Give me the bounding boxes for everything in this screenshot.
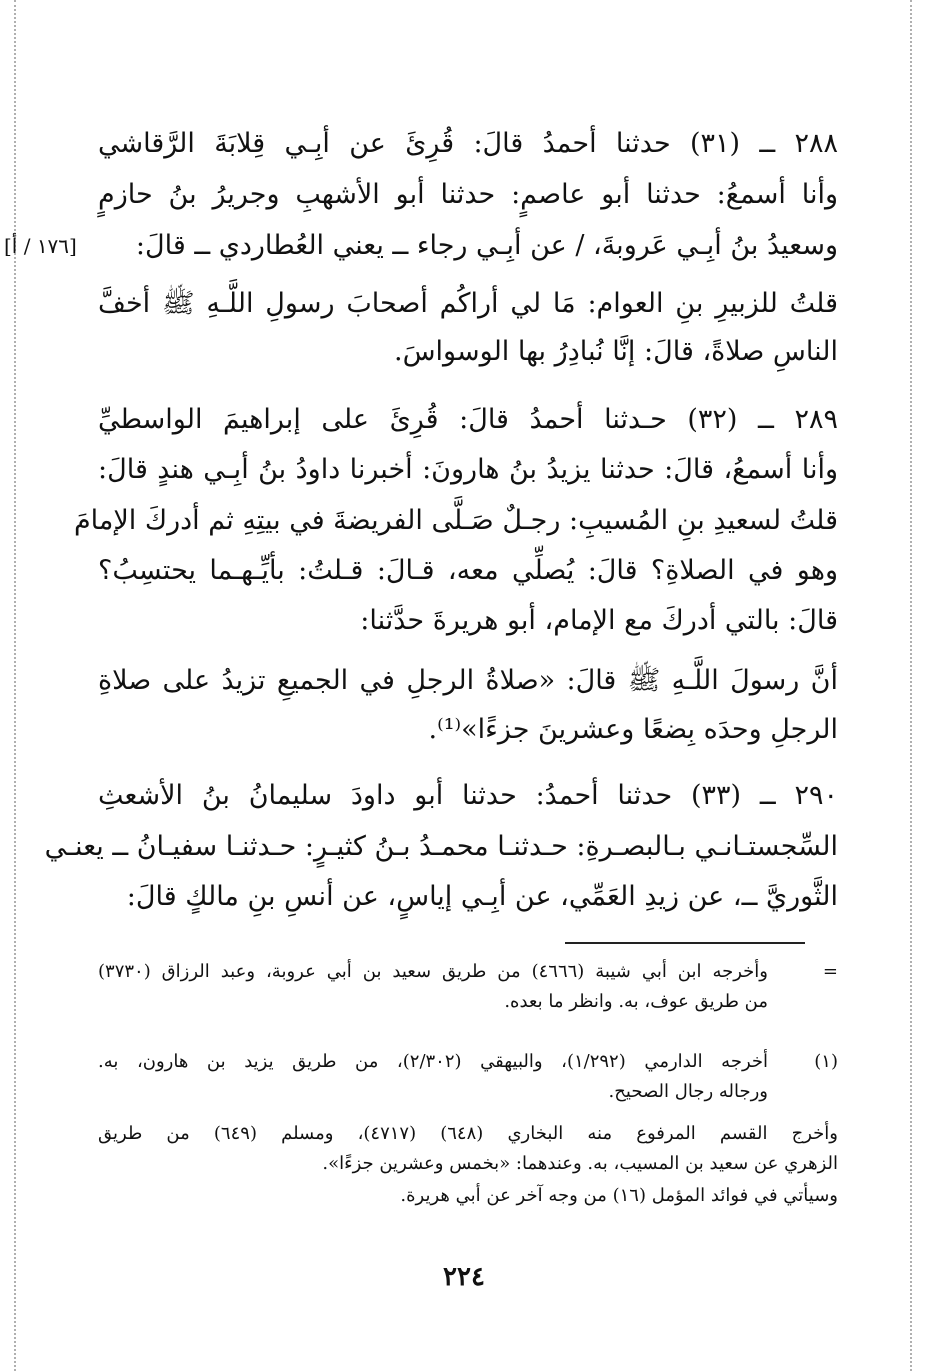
body-line: ٢٩٠ ــ (٣٣) حدثنا أحمدُ: حدثنا أبو داودَ سليمانُ بنُ الأشعثِ <box>98 780 838 811</box>
body-line: وسعيدُ بنُ أبِـي عَروبةَ، / عن أبِـي رجاء ــ يعني العُطاردي ــ قالَ: <box>135 230 838 261</box>
footnote-line: وأخرج القسم المرفوع منه البخاري (٦٤٨) (٤٧١٧)، ومسلم (٦٤٩) من طريق <box>98 1123 838 1144</box>
body-line: ٢٨٨ ــ (٣١) حدثنا أحمدُ قالَ: قُرِئَ عن أبِـي قِلابَةَ الرَّقاشي <box>98 128 838 159</box>
body-line: وأنا أسمعُ: حدثنا أبو عاصمٍ: حدثنا أبو الأشهبِ وجريرُ بنُ حازمٍ <box>98 179 838 210</box>
body-line: قالَ: بالتي أدركَ مع الإمام، أبو هريرةَ حدَّثنا: <box>360 605 838 636</box>
body-line: الثَّوريَّ ــ، عن زيدِ العَمِّي، عن أبِـي إياسٍ، عن أنسِ بنِ مالكٍ قالَ: <box>126 881 838 912</box>
body-line: ٢٨٩ ــ (٣٢) حـدثنا أحمدُ قالَ: قُرِئَ على إبراهيمَ الواسطيِّ <box>98 404 838 435</box>
body-line: قلتُ لسعيدِ بنِ المُسيبِ: رجـلٌ صَـلَّى الفريضةَ في بيتِهِ ثم أدركَ الإمامَ <box>73 505 838 536</box>
body-line: أنَّ رسولَ اللَّـهِ ﷺ قالَ: «صلاةُ الرجلِ في الجميعِ تزيدُ على صلاةِ <box>98 665 838 696</box>
body-line: وهو في الصلاةِ؟ قالَ: يُصلِّي معه، قـالَ: قـلتُ: بأيِّـهـما يحتسِبُ؟ <box>98 555 838 586</box>
footnote-line: الزهري عن سعيد بن المسيب، به. وعندهما: «بخمس وعشرين جزءًا». <box>322 1153 838 1174</box>
footnote-line: من طريق عوف، به. وانظر ما بعده. <box>504 991 768 1012</box>
footnote-continuation-marker: = <box>822 961 838 982</box>
body-line: الرجلِ وحدَه بِضعًا وعشرينَ جزءًا»⁽¹⁾. <box>428 714 838 745</box>
page-edge-dots <box>910 0 912 1371</box>
page-number: ٢٢٤ <box>443 1262 485 1292</box>
body-line: السِّجستـانـي بـالبصـرةِ: حـدثنـا محمـدُ بـنُ كثيـرٍ: حـدثنـا سفيـانُ ــ يعنـي <box>44 831 838 862</box>
footnote-separator <box>565 942 805 944</box>
footnote-line: وسيأتي في فوائد المؤمل (١٦) من وجه آخر عن أبي هريرة. <box>400 1185 838 1206</box>
body-line: وأنا أسمعُ، قالَ: حدثنا يزيدُ بنُ هارونَ: أخبرنا داودُ بنُ أبِـي هندٍ قالَ: <box>98 454 838 485</box>
footnote-line: وأخرجه ابن أبي شيبة (٤٦٦٦) من طريق سعيد بن أبي عروبة، وعبد الرزاق (٣٧٣٠) <box>98 961 768 982</box>
body-line: الناسِ صلاةً، قالَ: إنَّا نُبادِرُ بها الوسواسَ. <box>394 336 838 367</box>
folio-marginal-note: [١٧٦ / أ] <box>4 234 77 258</box>
footnote-line: أخرجه الدارمي (١/٢٩٢)، والبيهقي (٢/٣٠٢)، من طريق يزيد بن هارون، به. <box>98 1051 769 1072</box>
body-line: قلتُ للزبيرِ بنِ العوام: مَا لي أراكُم أصحابَ رسولِ اللَّـهِ ﷺ أخفَّ <box>98 288 838 319</box>
footnote-line: ورجاله رجال الصحيح. <box>608 1081 768 1102</box>
page-edge-dots <box>14 0 16 1371</box>
footnote-marker: (١) <box>814 1051 838 1072</box>
